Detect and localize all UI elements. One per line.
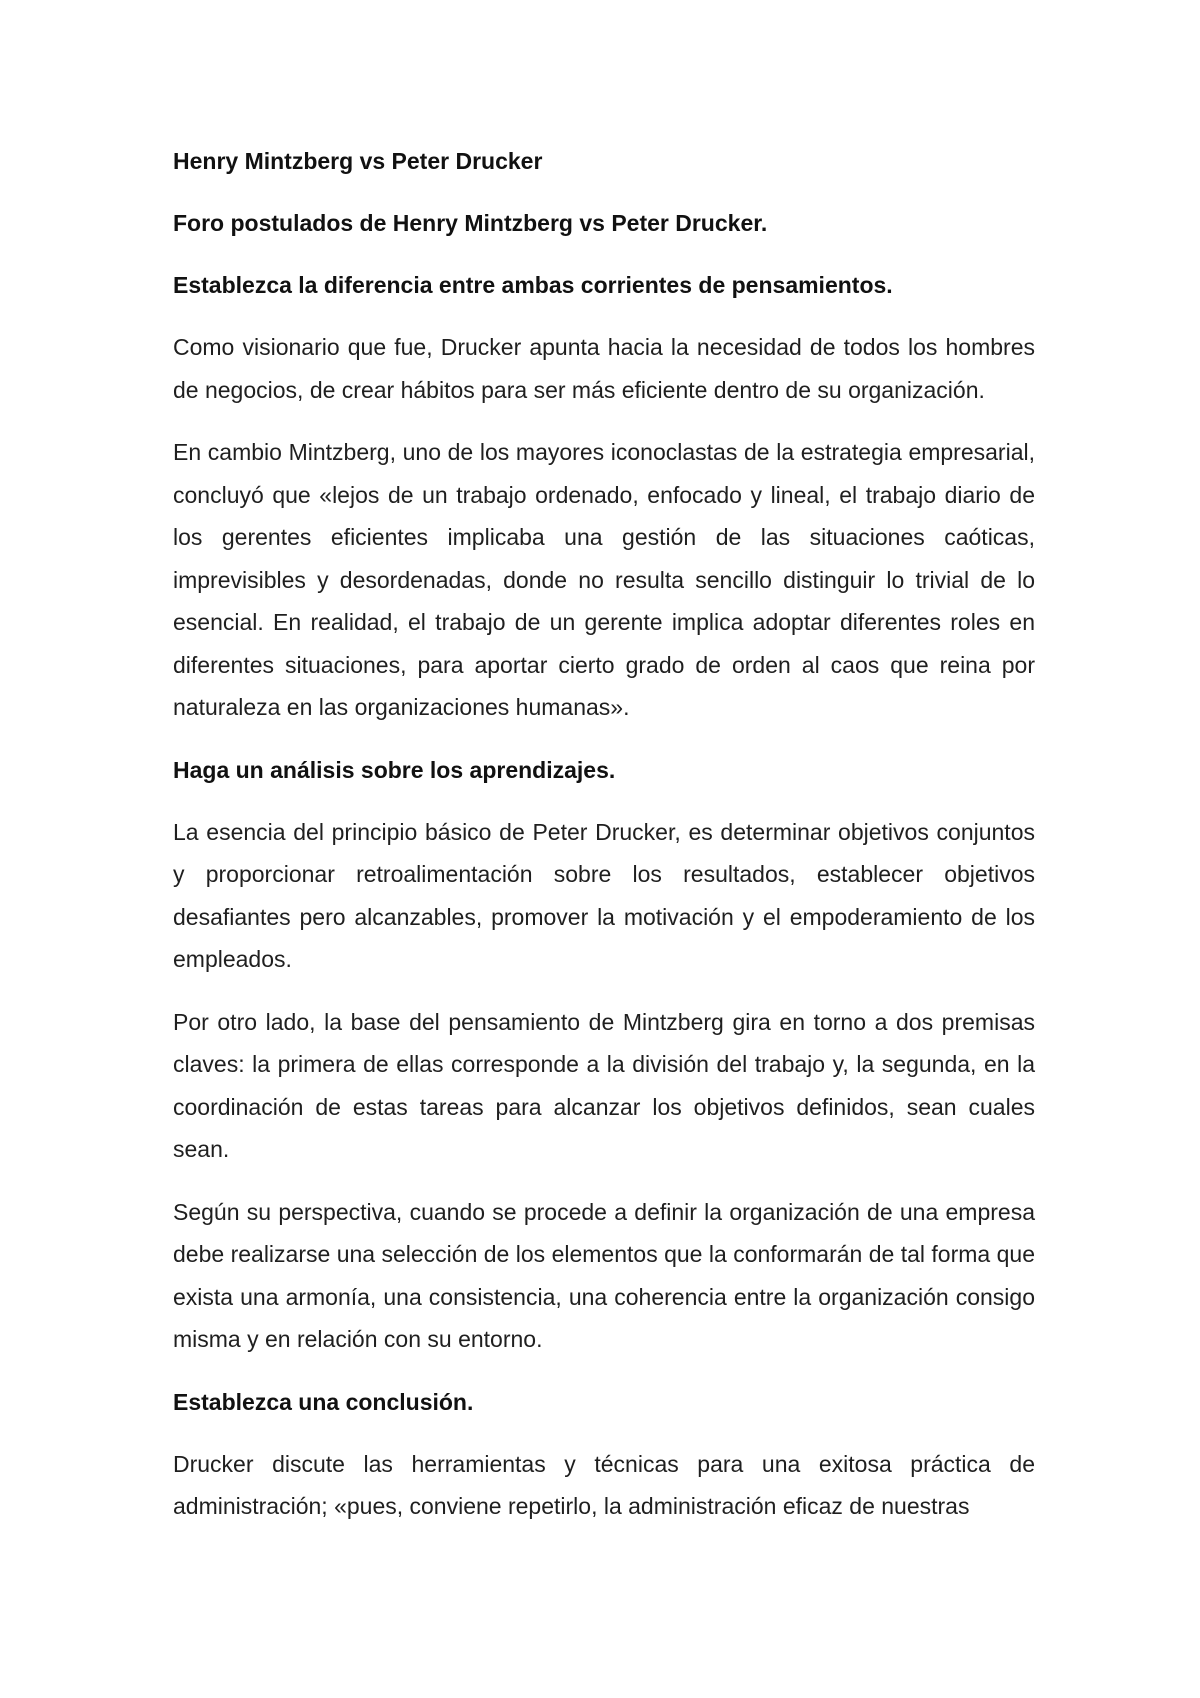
paragraph-mintzberg-premises: Por otro lado, la base del pensamiento de Mintzberg gira en torno a dos premisas claves: la primera de ellas corresponde a la división del trabajo y, la segunda, en la coordinación de estas tareas para alcanzar los objetivos definidos, sean cuales sean.	[173, 1008, 1035, 1162]
document-subtitle: Foro postulados de Henry Mintzberg vs Peter Drucker.	[173, 210, 768, 236]
paragraph-drucker-tools: Drucker discute las herramientas y técnicas para una exitosa práctica de administración; «pues, conviene repetirlo, la administración eficaz de nuestras	[173, 1450, 1035, 1519]
section-heading-differences: Establezca la diferencia entre ambas corrientes de pensamientos.	[173, 272, 893, 298]
paragraph-drucker-principle: La esencia del principio básico de Peter Drucker, es determinar objetivos conjuntos y proporcionar retroalimentación sobre los resultados, establecer objetivos desafiantes pero alcanzables, promover la motivación y el empoderamiento de los empleados.	[173, 818, 1035, 972]
document-title: Henry Mintzberg vs Peter Drucker	[173, 148, 543, 174]
paragraph-organization-perspective: Según su perspectiva, cuando se procede a definir la organización de una empresa debe realizarse una selección de los elementos que la conformarán de tal forma que exista una armonía, una consistencia, una coherencia entre la organización consigo misma y en relación con su entorno.	[173, 1198, 1035, 1352]
document-body	[173, 140, 1035, 1548]
section-heading-conclusion: Establezca una conclusión.	[173, 1388, 474, 1415]
section-heading-analysis: Haga un análisis sobre los aprendizajes.	[173, 756, 616, 783]
paragraph-mintzberg-strategy: En cambio Mintzberg, uno de los mayores iconoclastas de la estrategia empresarial, concluyó que «lejos de un trabajo ordenado, enfocado y lineal, el trabajo diario de los gerentes eficientes implicaba una gestión de las situaciones caóticas, imprevisibles y desordenadas, donde no resulta sencillo distinguir lo trivial de lo esencial. En realidad, el trabajo de un gerente implica adoptar diferentes roles en diferentes situaciones, para aportar cierto grado de orden al caos que reina por naturaleza en las organizaciones humanas».	[173, 439, 1035, 720]
paragraph-drucker-vision: Como visionario que fue, Drucker apunta hacia la necesidad de todos los hombres de negocios, de crear hábitos para ser más eficiente dentro de su organización.	[173, 334, 1035, 403]
